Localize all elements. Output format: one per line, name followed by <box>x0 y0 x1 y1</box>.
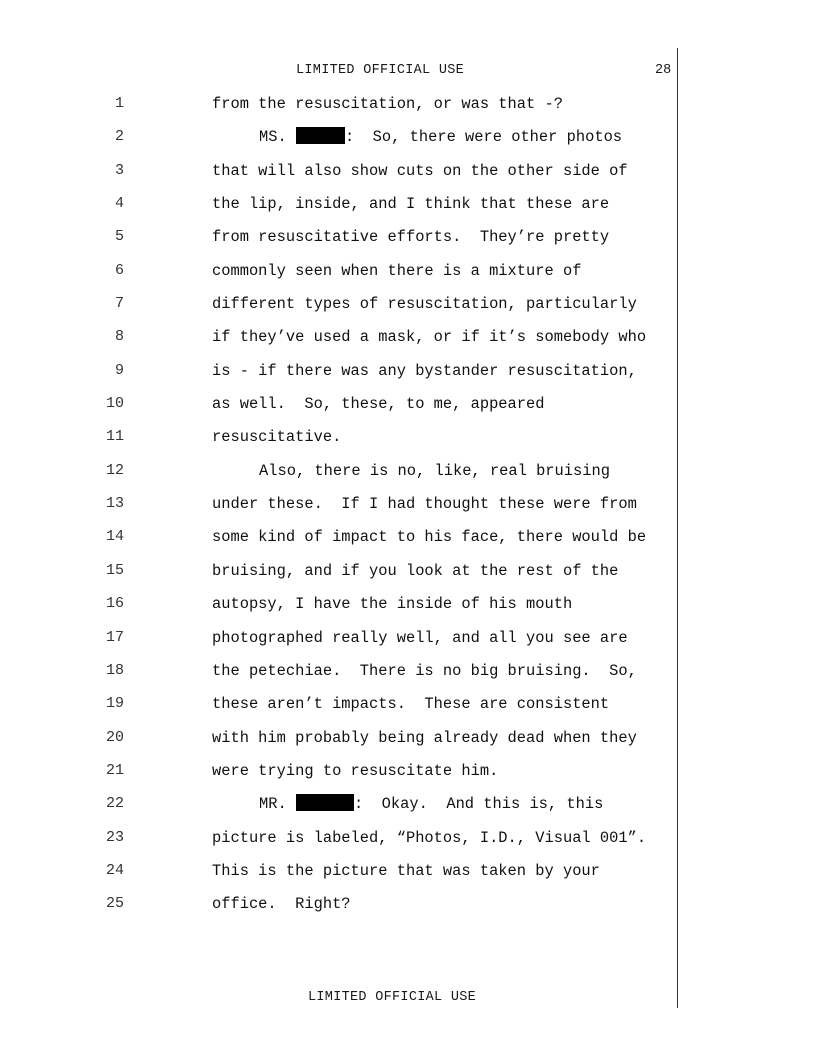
transcript-line <box>0 692 680 725</box>
line-text: commonly seen when there is a mixture of <box>212 261 582 280</box>
line-number: 21 <box>105 761 124 779</box>
line-number: 8 <box>114 328 124 346</box>
transcript-line <box>0 92 680 125</box>
line-number: 23 <box>105 828 124 846</box>
line-number: 10 <box>105 395 124 413</box>
line-number: 20 <box>105 728 124 746</box>
line-text: were trying to resuscitate him. <box>212 761 499 780</box>
transcript-line <box>0 192 680 225</box>
transcript-line <box>0 292 680 325</box>
line-number: 6 <box>114 261 124 279</box>
transcript-line <box>0 892 680 925</box>
line-text: photographed really well, and all you see are <box>212 628 628 647</box>
line-text: the petechiae. There is no big bruising. So, <box>212 661 637 680</box>
line-text: bruising, and if you look at the rest of the <box>212 561 619 580</box>
speaker-title: MS. <box>259 128 287 147</box>
transcript-line <box>0 859 680 892</box>
line-text: resuscitative. <box>212 428 342 447</box>
line-text: under these. If I had thought these were from <box>212 495 637 514</box>
transcript-line <box>0 459 680 492</box>
line-text: office. Right? <box>212 895 351 914</box>
line-text: is - if there was any bystander resuscitation, <box>212 361 637 380</box>
transcript-line <box>0 325 680 358</box>
line-text: This is the picture that was taken by your <box>212 861 600 880</box>
line-number: 18 <box>105 661 124 679</box>
line-number: 15 <box>105 561 124 579</box>
line-text: picture is labeled, “Photos, I.D., Visual 001”. <box>212 828 647 847</box>
line-number: 5 <box>114 228 124 246</box>
line-text: autopsy, I have the inside of his mouth <box>212 595 573 614</box>
transcript-line <box>0 759 680 792</box>
line-number: 2 <box>114 128 124 146</box>
transcript-line <box>0 525 680 558</box>
line-text: Also, there is no, like, real bruising <box>259 461 610 480</box>
transcript-line <box>0 659 680 692</box>
transcript-line <box>0 626 680 659</box>
line-number: 24 <box>105 861 124 879</box>
line-number: 1 <box>114 95 124 112</box>
transcript-line <box>0 125 680 158</box>
line-text: from the resuscitation, or was that -? <box>212 95 563 113</box>
transcript-line <box>0 159 680 192</box>
line-number: 3 <box>114 161 124 179</box>
transcript-line <box>0 392 680 425</box>
line-number: 12 <box>105 461 124 479</box>
line-text: as well. So, these, to me, appeared <box>212 395 545 414</box>
line-number: 19 <box>105 695 124 713</box>
page-number: 28 <box>655 63 672 78</box>
line-text: if they’ve used a mask, or if it’s somebody who <box>212 328 647 347</box>
line-number: 17 <box>105 628 124 646</box>
speaker-title: MR. <box>259 795 287 814</box>
line-number: 4 <box>114 195 124 213</box>
line-text: : Okay. And this is, this <box>353 795 604 814</box>
line-number: 7 <box>114 295 124 313</box>
transcript-body <box>0 92 680 926</box>
transcript-line <box>0 592 680 625</box>
transcript-line <box>0 726 680 759</box>
speaker-line <box>259 792 603 816</box>
line-text: from resuscitative efforts. They’re pretty <box>212 228 610 247</box>
line-number: 11 <box>105 428 124 446</box>
transcript-line <box>0 492 680 525</box>
line-text: different types of resuscitation, particularly <box>212 295 637 314</box>
line-number: 25 <box>105 895 124 913</box>
line-text: with him probably being already dead when they <box>212 728 637 747</box>
transcript-line <box>0 425 680 458</box>
line-text: the lip, inside, and I think that these are <box>212 195 610 214</box>
transcript-line <box>0 559 680 592</box>
transcript-line <box>0 792 680 825</box>
line-number: 16 <box>105 595 124 613</box>
transcript-line <box>0 826 680 859</box>
redacted-name <box>296 127 345 144</box>
line-text: that will also show cuts on the other side of <box>212 161 628 180</box>
speaker-line <box>259 125 622 149</box>
footer-classification: LIMITED OFFICIAL USE <box>308 990 477 1005</box>
line-number: 14 <box>105 528 124 546</box>
line-text: : So, there were other photos <box>344 128 623 147</box>
line-text: some kind of impact to his face, there would be <box>212 528 647 547</box>
line-number: 13 <box>105 495 124 513</box>
redacted-name <box>296 794 354 811</box>
line-number: 22 <box>105 795 124 813</box>
transcript-line <box>0 225 680 258</box>
line-number: 9 <box>114 361 124 379</box>
transcript-line <box>0 359 680 392</box>
transcript-line <box>0 259 680 292</box>
line-text: these aren’t impacts. These are consistent <box>212 695 610 714</box>
header-classification: LIMITED OFFICIAL USE <box>296 63 465 78</box>
